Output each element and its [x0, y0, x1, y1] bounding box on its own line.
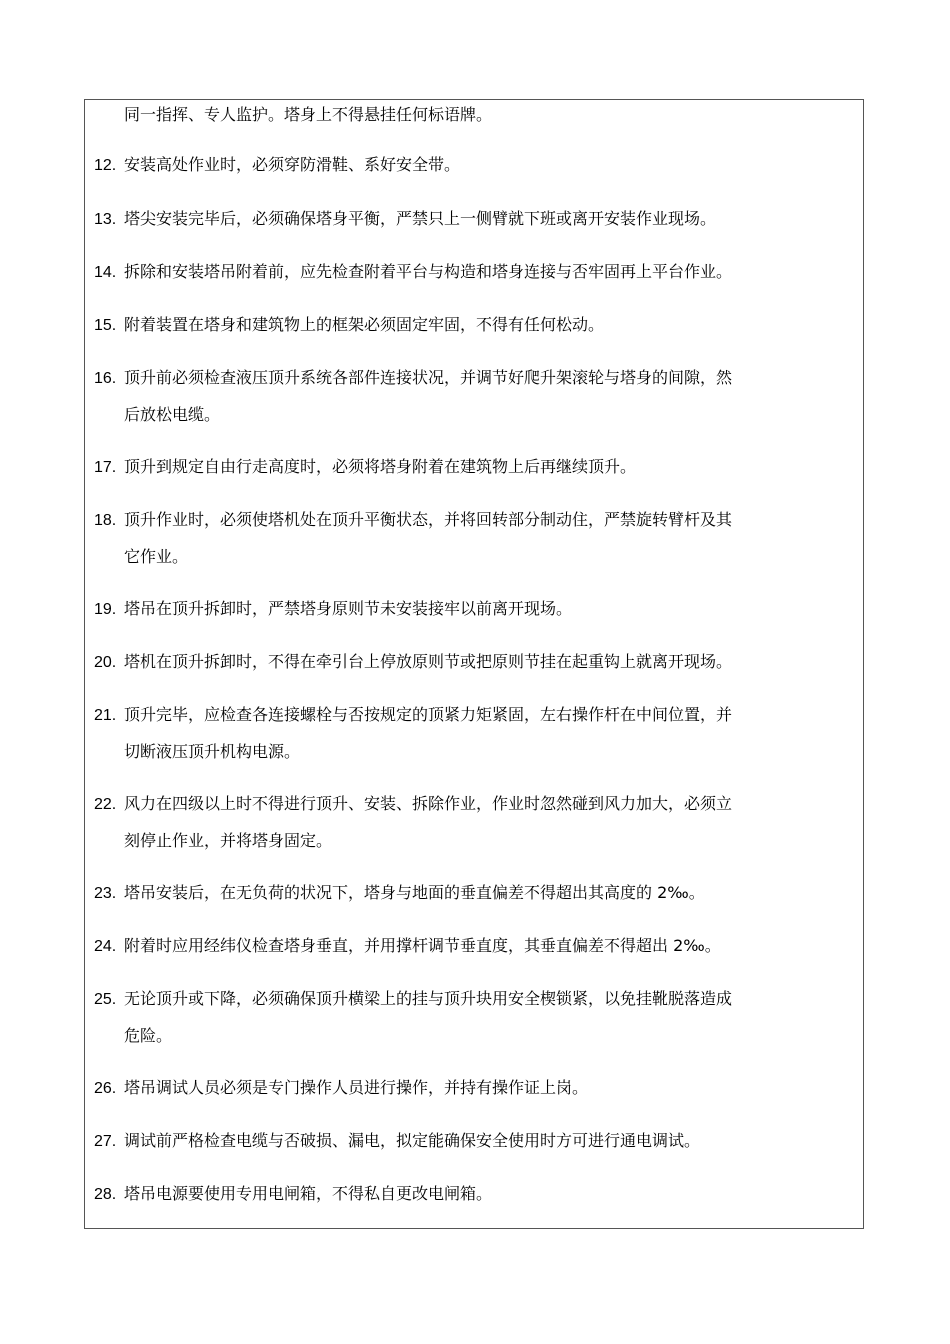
item-text: 附着时应用经纬仪检查塔身垂直，并用撑杆调节垂直度，其垂直偏差不得超出 2‰。	[124, 936, 721, 955]
item-text: 顶升完毕，应检查各连接螺栓与否按规定的顶紧力矩紧固，左右操作杆在中间位置，并	[124, 705, 733, 724]
item-text: 安装高处作业时，必须穿防滑鞋、系好安全带。	[124, 155, 461, 174]
item-text: 附着装置在塔身和建筑物上的框架必须固定牢固，不得有任何松动。	[124, 315, 605, 334]
list-item-continuation	[124, 96, 492, 133]
item-text: 顶升作业时，必须使塔机处在顶升平衡状态，并将回转部分制动住，严禁旋转臂杆及其	[124, 510, 733, 529]
list-item-continuation	[124, 396, 220, 433]
item-text: 塔机在顶升拆卸时，不得在牵引台上停放原则节或把原则节挂在起重钩上就离开现场。	[124, 652, 733, 671]
item-number: 12.	[94, 157, 117, 174]
item-text: 塔吊电源要使用专用电闸箱，不得私自更改电闸箱。	[124, 1184, 493, 1203]
item-number: 19.	[94, 601, 117, 618]
list-item	[94, 980, 862, 1018]
list-item	[94, 590, 862, 628]
item-text: 危险。	[124, 1026, 173, 1045]
list-item	[94, 359, 862, 397]
list-item	[94, 643, 862, 681]
item-number: 17.	[94, 459, 117, 476]
item-number: 14.	[94, 264, 117, 281]
item-text: 调试前严格检查电缆与否破损、漏电，拟定能确保安全使用时方可进行通电调试。	[124, 1131, 701, 1150]
item-number: 21.	[94, 707, 117, 724]
list-item	[94, 696, 862, 734]
item-number: 15.	[94, 317, 117, 334]
item-text: 拆除和安装塔吊附着前，应先检查附着平台与构造和塔身连接与否牢固再上平台作业。	[124, 262, 733, 281]
list-item	[94, 200, 862, 238]
list-item-continuation	[124, 538, 188, 575]
item-number: 13.	[94, 211, 117, 228]
item-number: 22.	[94, 796, 117, 813]
item-number: 27.	[94, 1133, 117, 1150]
item-number: 26.	[94, 1080, 117, 1097]
item-text: 塔吊安装后，在无负荷的状况下，塔身与地面的垂直偏差不得超出其高度的 2‰。	[124, 883, 705, 902]
list-item	[94, 501, 862, 539]
item-number: 16.	[94, 370, 117, 387]
item-text: 塔吊在顶升拆卸时，严禁塔身原则节未安装接牢以前离开现场。	[124, 599, 573, 618]
item-text: 风力在四级以上时不得进行顶升、安装、拆除作业，作业时忽然碰到风力加大，必须立	[124, 794, 733, 813]
item-text: 后放松电缆。	[124, 405, 221, 424]
list-item	[94, 448, 862, 486]
list-item	[94, 927, 862, 965]
item-number: 18.	[94, 512, 117, 529]
list-item	[94, 1069, 862, 1107]
list-item	[94, 146, 862, 184]
item-text: 刻停止作业，并将塔身固定。	[124, 831, 333, 850]
item-text: 它作业。	[124, 547, 189, 566]
list-item-continuation	[124, 822, 332, 859]
item-text: 无论顶升或下降，必须确保顶升横梁上的挂与顶升块用安全楔锁紧，以免挂靴脱落造成	[124, 989, 733, 1008]
item-text: 塔尖安装完毕后，必须确保塔身平衡，严禁只上一侧臂就下班或离开安装作业现场。	[124, 209, 717, 228]
item-text: 顶升到规定自由行走高度时，必须将塔身附着在建筑物上后再继续顶升。	[124, 457, 637, 476]
item-text: 同一指挥、专人监护。塔身上不得悬挂任何标语牌。	[124, 105, 493, 124]
item-number: 25.	[94, 991, 117, 1008]
item-number: 28.	[94, 1186, 117, 1203]
list-item	[94, 1122, 862, 1160]
item-text: 塔吊调试人员必须是专门操作人员进行操作，并持有操作证上岗。	[124, 1078, 589, 1097]
item-number: 23.	[94, 885, 117, 902]
item-number: 24.	[94, 938, 117, 955]
list-item	[94, 874, 862, 912]
list-item	[94, 306, 862, 344]
item-text: 顶升前必须检查液压顶升系统各部件连接状况，并调节好爬升架滚轮与塔身的间隙，然	[124, 368, 733, 387]
list-item	[94, 253, 862, 291]
item-number: 20.	[94, 654, 117, 671]
list-item	[94, 785, 862, 823]
item-text: 切断液压顶升机构电源。	[124, 742, 301, 761]
list-item-continuation	[124, 733, 300, 770]
list-item	[94, 1175, 862, 1213]
list-item-continuation	[124, 1017, 172, 1054]
